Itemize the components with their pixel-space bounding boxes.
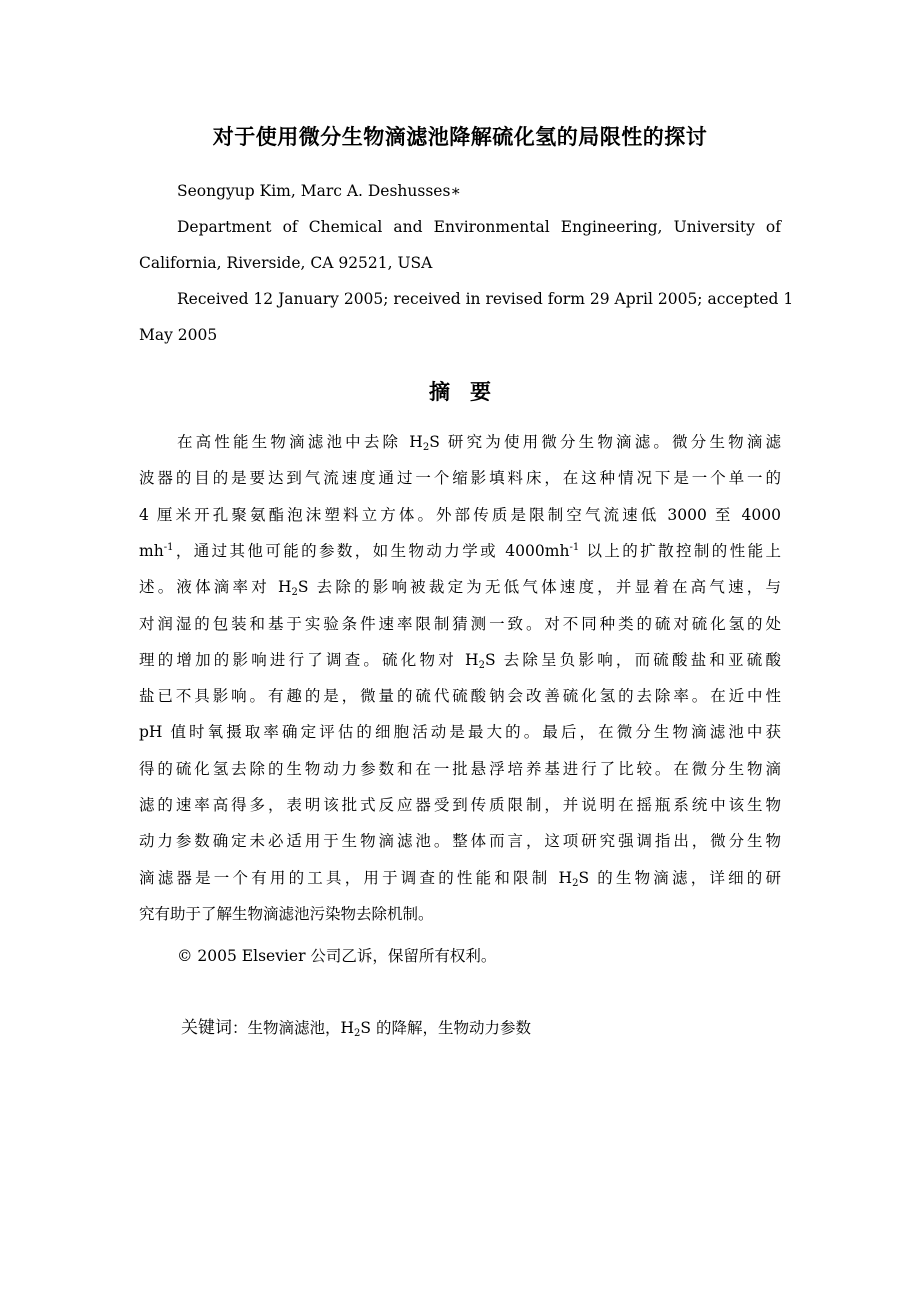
affiliation-line-1: Department of Chemical and Environmental Engineering, University of bbox=[177, 218, 781, 236]
affiliation-line-2: California, Riverside, CA 92521, USA bbox=[139, 254, 433, 272]
keywords-subscript: 2 bbox=[354, 1028, 361, 1039]
keywords-text-a: 生物滴滤池，H bbox=[247, 1019, 355, 1037]
abstract-line: pH 值时氧摄取率确定评估的细胞活动是最大的。最后，在微分生物滴滤池中获 bbox=[139, 723, 781, 741]
authors: Seongyup Kim, Marc A. Deshusses∗ bbox=[177, 182, 461, 200]
subscript: 2 bbox=[478, 660, 485, 671]
abstract-text-run: S 的生物滴滤，详细的研 bbox=[578, 869, 782, 887]
abstract-line bbox=[139, 541, 781, 561]
received-line-1: Received 12 January 2005; received in revised form 29 April 2005; accepted 1 bbox=[177, 290, 794, 308]
abstract-text-run: ，通过其他可能的参数，如生物动力学或 4000mh bbox=[173, 542, 570, 560]
subscript: 2 bbox=[291, 587, 298, 598]
abstract-text-run: S 研究为使用微分生物滴滤。微分生物滴滤 bbox=[429, 433, 782, 451]
copyright-line: © 2005 Elsevier 公司乙诉，保留所有权利。 bbox=[177, 947, 497, 965]
abstract-line bbox=[177, 432, 781, 452]
abstract-text-run: 理的增加的影响进行了调查。硫化物对 H bbox=[139, 651, 479, 669]
abstract-line: 动力参数确定未必适用于生物滴滤池。整体而言，这项研究强调指出，微分生物 bbox=[139, 832, 781, 850]
subscript: 2 bbox=[572, 878, 579, 889]
keywords-line bbox=[181, 1018, 823, 1038]
abstract-line: 得的硫化氢去除的生物动力参数和在一批悬浮培养基进行了比较。在微分生物滴 bbox=[139, 760, 781, 778]
abstract-text-run: mh bbox=[139, 542, 164, 560]
abstract-text-run: S 去除呈负影响，而硫酸盐和亚硫酸 bbox=[484, 651, 781, 669]
superscript: -1 bbox=[569, 542, 580, 553]
abstract-line bbox=[139, 868, 781, 888]
abstract-heading: 摘要 bbox=[429, 380, 511, 404]
abstract-text-run: 述。液体滴率对 H bbox=[139, 578, 292, 596]
subscript: 2 bbox=[422, 442, 430, 453]
keywords-separator: ： bbox=[232, 1019, 248, 1037]
paper-title: 对于使用微分生物滴滤池降解硫化氢的局限性的探讨 bbox=[212, 125, 708, 149]
abstract-line: 4 厘米开孔聚氨酯泡沫塑料立方体。外部传质是限制空气流速低 3000 至 4000 bbox=[139, 506, 781, 524]
abstract-text-run: 滴滤器是一个有用的工具，用于调查的性能和限制 H bbox=[139, 869, 573, 887]
abstract-line: 波器的目的是要达到气流速度通过一个缩影填料床，在这种情况下是一个单一的 bbox=[139, 469, 781, 487]
received-line-2: May 2005 bbox=[139, 326, 218, 344]
abstract-text-run: 在高性能生物滴滤池中去除 H bbox=[177, 433, 423, 451]
keywords-label: 关键词 bbox=[181, 1018, 232, 1038]
abstract-text-run: S 去除的影响被裁定为无低气体速度，并显着在高气速，与 bbox=[297, 578, 781, 596]
abstract-text-run: 以上的扩散控制的性能上 bbox=[579, 542, 781, 560]
abstract-line bbox=[139, 650, 781, 670]
abstract-line: 滤的速率高得多，表明该批式反应器受到传质限制，并说明在摇瓶系统中该生物 bbox=[139, 796, 781, 814]
abstract-line: 究有助于了解生物滴滤池污染物去除机制。 bbox=[139, 905, 434, 923]
abstract-line: 对润湿的包装和基于实验条件速率限制猜测一致。对不同种类的硫对硫化氢的处 bbox=[139, 615, 781, 633]
keywords-text-b: S 的降解，生物动力参数 bbox=[360, 1019, 531, 1037]
abstract-line bbox=[139, 577, 781, 597]
superscript: -1 bbox=[163, 542, 174, 553]
abstract-line: 盐已不具影响。有趣的是，微量的硫代硫酸钠会改善硫化氢的去除率。在近中性 bbox=[139, 687, 781, 705]
